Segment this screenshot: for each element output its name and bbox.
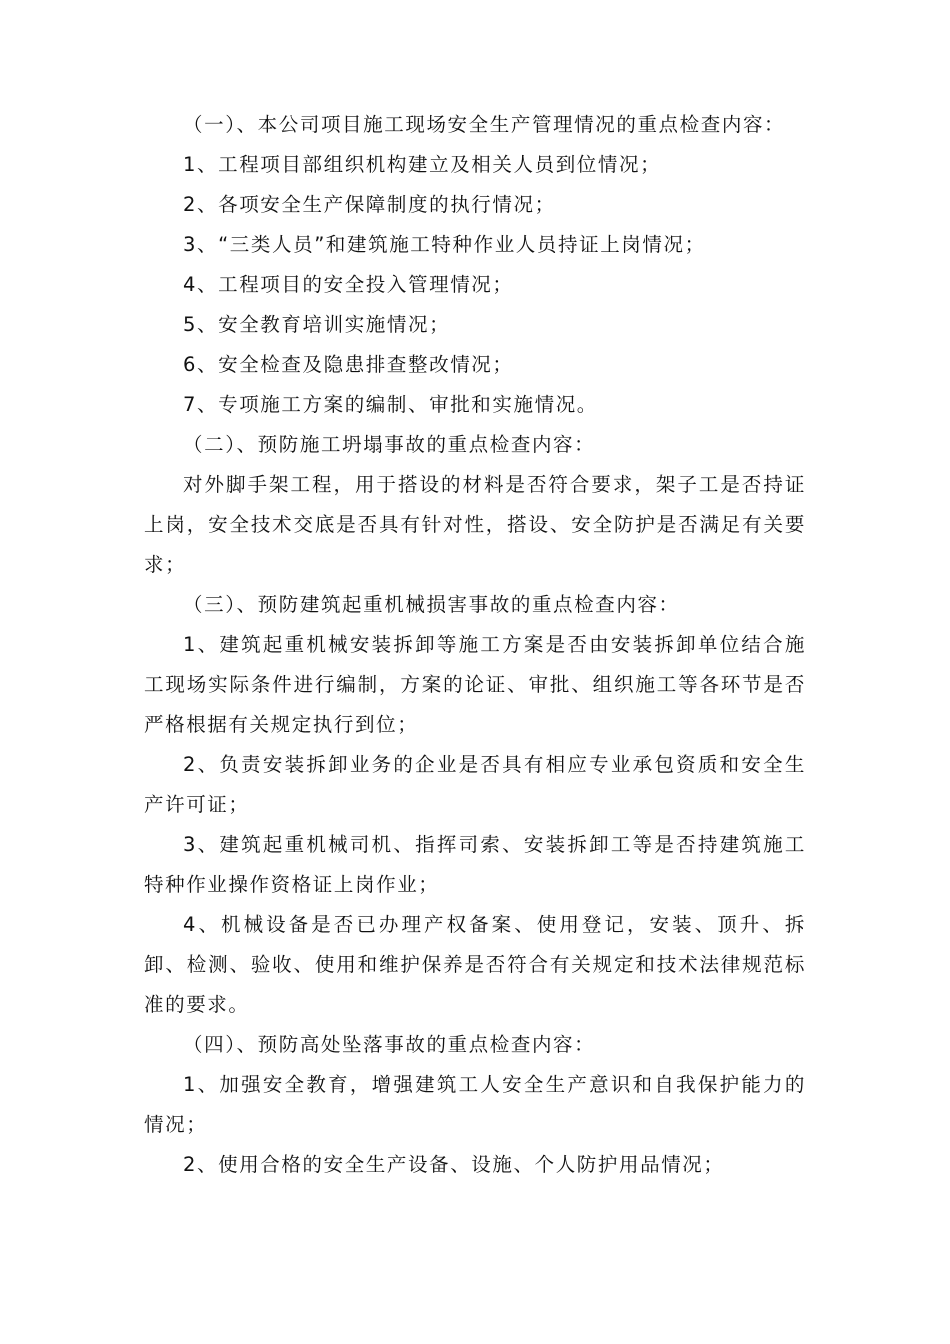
list-item: 1、工程项目部组织机构建立及相关人员到位情况； xyxy=(183,153,662,176)
document-body xyxy=(144,105,806,1185)
list-item: 3、“三类人员”和建筑施工特种作业人员持证上岗情况； xyxy=(183,233,706,256)
list-item: 5、安全教育培训实施情况； xyxy=(183,313,451,336)
section-heading-1: （一）、本公司项目施工现场安全生产管理情况的重点检查内容： xyxy=(183,113,786,136)
body-paragraph: 对外脚手架工程，用于搭设的材料是否符合要求，架子工是否持证上岗，安全技术交底是否具有针对性，搭设、安全防护是否满足有关要求； xyxy=(144,473,806,576)
list-item: 6、安全检查及隐患排查整改情况； xyxy=(183,353,514,376)
section-heading-2: （二）、预防施工坍塌事故的重点检查内容： xyxy=(183,433,596,456)
list-item: 1、建筑起重机械安装拆卸等施工方案是否由安装拆卸单位结合施工现场实际条件进行编制，方案的论证、审批、组织施工等各环节是否严格根据有关规定执行到位； xyxy=(144,633,806,736)
list-item: 4、机械设备是否已办理产权备案、使用登记，安装、顶升、拆卸、检测、验收、使用和维护保养是否符合有关规定和技术法律规范标准的要求。 xyxy=(144,913,806,1016)
list-item: 1、加强安全教育，增强建筑工人安全生产意识和自我保护能力的情况； xyxy=(144,1073,806,1136)
list-item: 2、各项安全生产保障制度的执行情况； xyxy=(183,193,556,216)
list-item: 2、负责安装拆卸业务的企业是否具有相应专业承包资质和安全生产许可证； xyxy=(144,753,806,816)
list-item: 3、建筑起重机械司机、指挥司索、安装拆卸工等是否持建筑施工特种作业操作资格证上岗作业； xyxy=(144,833,806,896)
section-heading-3: （三）、预防建筑起重机械损害事故的重点检查内容： xyxy=(183,593,680,616)
section-heading-4: （四）、预防高处坠落事故的重点检查内容： xyxy=(183,1033,596,1056)
list-item: 2、使用合格的安全生产设备、设施、个人防护用品情况； xyxy=(183,1153,725,1176)
list-item: 7、专项施工方案的编制、审批和实施情况。 xyxy=(183,393,598,416)
list-item: 4、工程项目的安全投入管理情况； xyxy=(183,273,514,296)
